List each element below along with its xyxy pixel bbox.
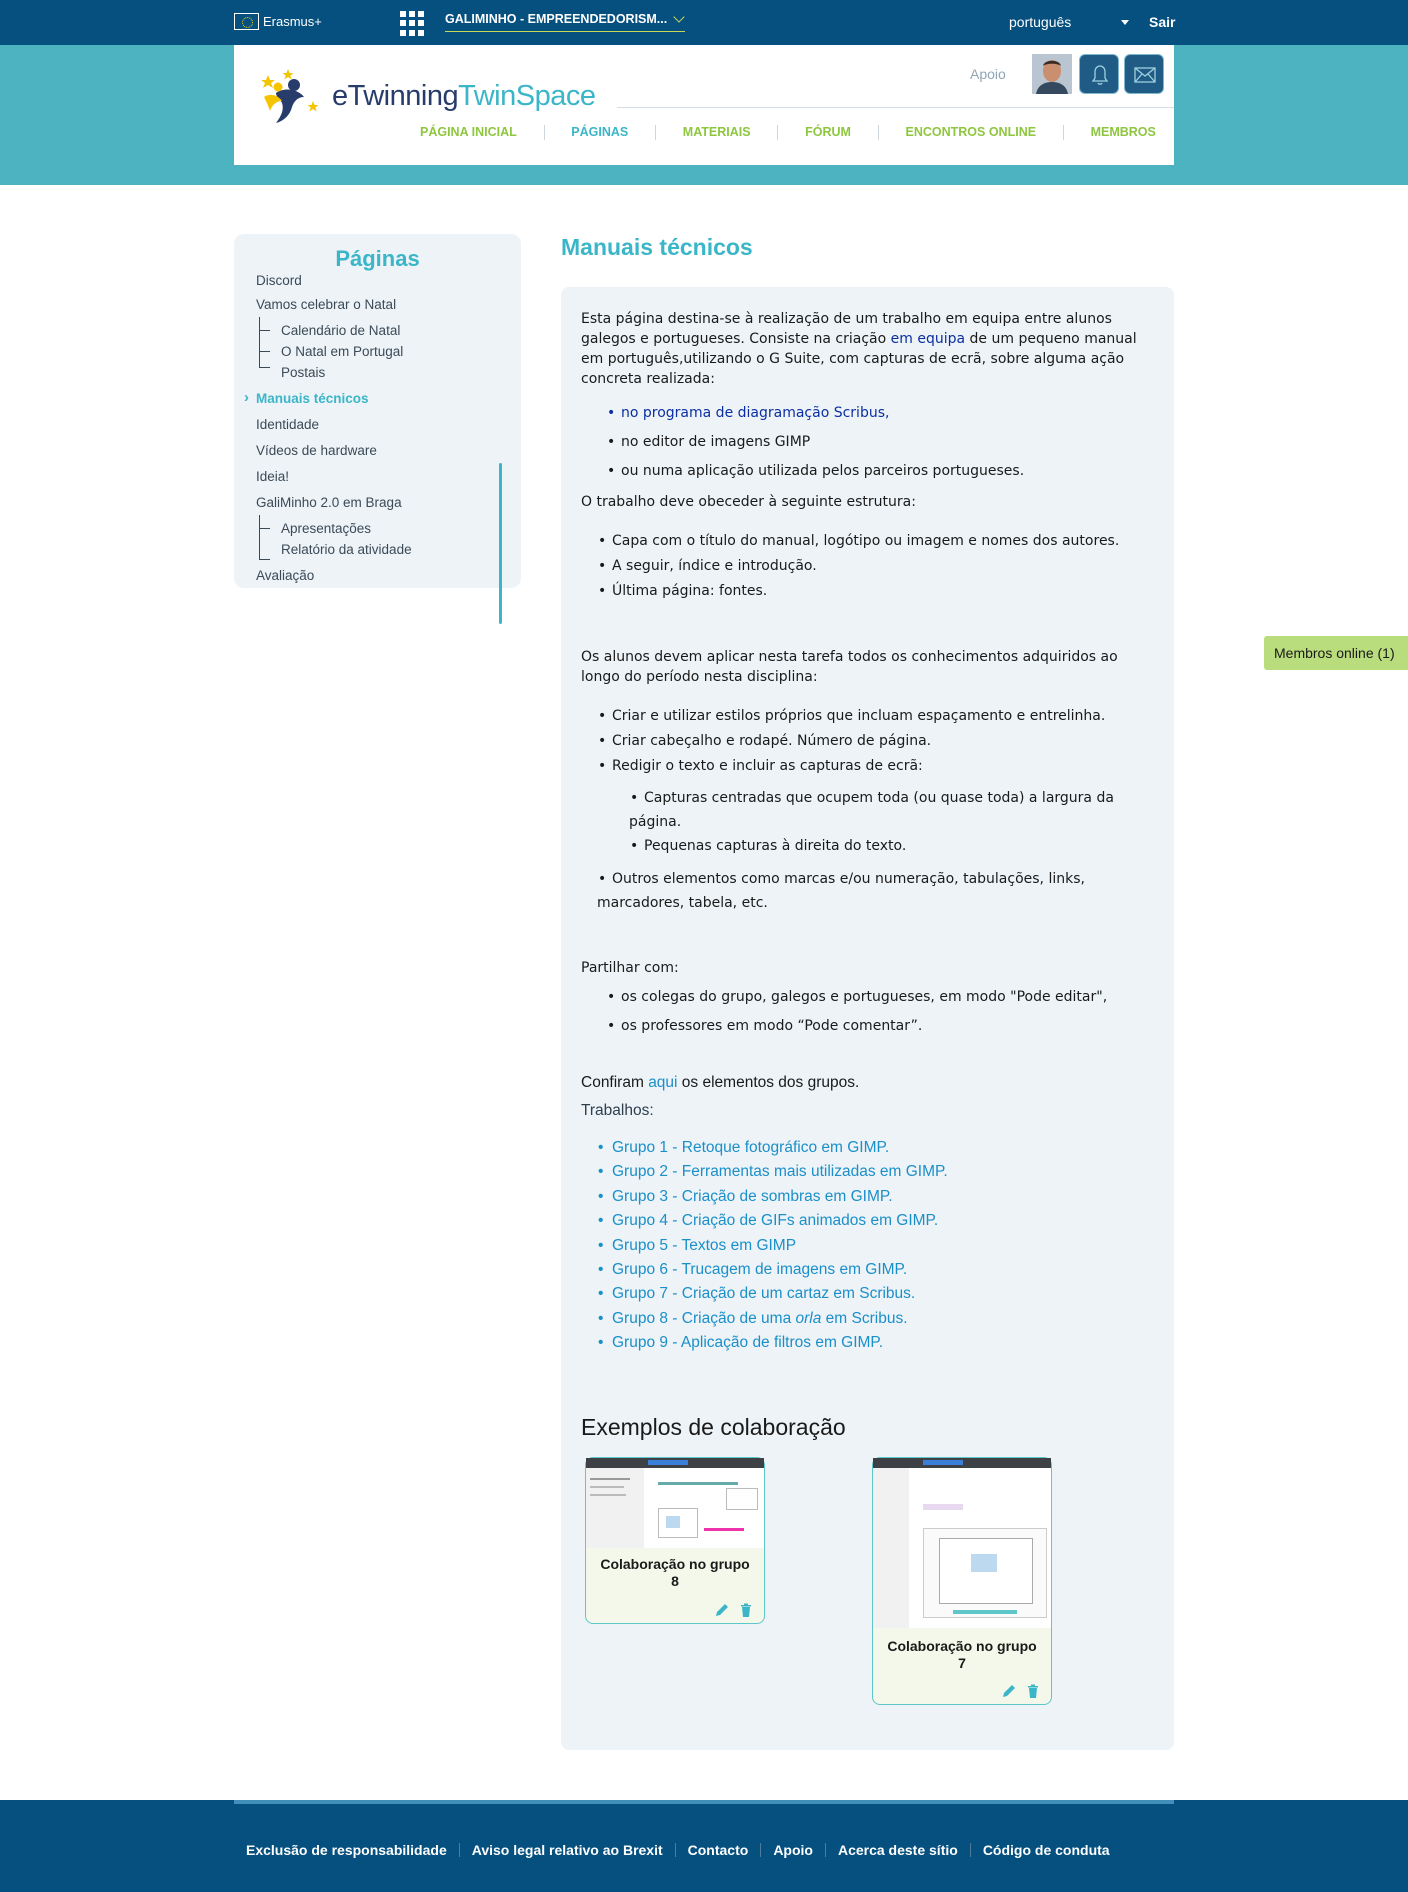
share-title: Partilhar com:: [581, 960, 679, 976]
examples-title: Exemplos de colaboração: [581, 1414, 846, 1440]
footer-links: [234, 1842, 1122, 1858]
sidebar-item-manuais[interactable]: › Manuais técnicos: [256, 391, 369, 406]
share-item: • os colegas do grupo, galegos e portugueses, em modo "Pode editar",: [621, 987, 1107, 1007]
work-link-grupo-4[interactable]: • Grupo 4 - Criação de GIFs animados em GIMP.: [612, 1211, 938, 1231]
sidebar-item-calendario[interactable]: Calendário de Natal: [281, 323, 401, 338]
work-link-grupo-1[interactable]: • Grupo 1 - Retoque fotográfico em GIMP.: [612, 1138, 889, 1158]
chevron-down-icon: [673, 11, 684, 22]
mail-icon: [1125, 55, 1165, 95]
project-selector[interactable]: [445, 12, 685, 32]
etwinning-logo[interactable]: [258, 67, 596, 127]
card-thumbnail: [586, 1458, 764, 1548]
pages-sidebar: [234, 234, 521, 588]
logout-link[interactable]: Sair: [1149, 14, 1176, 30]
tool-item-scribus[interactable]: • no programa de diagramação Scribus,: [621, 403, 889, 423]
tree-branch-tick: [259, 367, 270, 368]
subtask-item: • Capturas centradas que ocupem toda (ou quase toda) a largura da: [644, 788, 1114, 808]
sidebar-item-apresentacoes[interactable]: Apresentações: [281, 521, 372, 536]
share-item: • os professores em modo “Pode comentar”.: [621, 1016, 922, 1036]
project-name: GALIMINHO - EMPREENDEDORISM...: [445, 12, 668, 26]
messages-button[interactable]: [1124, 54, 1164, 94]
tree-branch-tick: [259, 351, 270, 352]
work-link-grupo-6[interactable]: • Grupo 6 - Trucagem de imagens em GIMP.: [612, 1260, 907, 1280]
work-link-grupo-2[interactable]: • Grupo 2 - Ferramentas mais utilizadas em GIMP.: [612, 1162, 948, 1182]
header: [234, 45, 1174, 165]
nav-forum[interactable]: FÓRUM: [805, 125, 851, 139]
nav-members[interactable]: MEMBROS: [1090, 125, 1156, 139]
em-equipa-link[interactable]: em equipa: [890, 331, 966, 347]
task-item-cont: marcadores, tabela, etc.: [597, 895, 768, 911]
tree-branch-line: [259, 515, 270, 559]
page-title: Manuais técnicos: [561, 234, 753, 260]
sidebar-item-galiminho[interactable]: GaliMinho 2.0 em Braga: [256, 495, 402, 510]
sidebar-item-natal[interactable]: Vamos celebrar o Natal: [256, 297, 397, 312]
tool-item: • no editor de imagens GIMP: [621, 432, 810, 452]
task-item: • Redigir o texto e incluir as capturas de ecrã:: [612, 756, 923, 776]
header-divider: [617, 107, 1174, 108]
eu-flag-icon: [234, 13, 259, 30]
intro-line-4: concreta realizada:: [581, 371, 715, 387]
example-card-group-7[interactable]: [872, 1457, 1052, 1705]
subtask-item: • Pequenas capturas à direita do texto.: [644, 836, 906, 856]
footer-link-about[interactable]: Acerca deste sítio: [837, 1842, 958, 1858]
work-link-grupo-7[interactable]: • Grupo 7 - Criação de um cartaz em Scribus.: [612, 1284, 915, 1304]
tree-branch-tick: [259, 528, 270, 529]
pencil-icon[interactable]: [714, 1602, 730, 1618]
intro-line-3: em português,utilizando o G Suite, com capturas de ecrã, sobre alguma ação: [581, 351, 1125, 367]
online-members-button[interactable]: Membros online (1): [1264, 636, 1408, 670]
nav-online-meetings[interactable]: ENCONTROS ONLINE: [905, 125, 1037, 139]
page-content: [561, 287, 1174, 1750]
card-thumbnail: [873, 1458, 1051, 1628]
footer-link-code-of-conduct[interactable]: Código de conduta: [982, 1842, 1110, 1858]
bell-icon: [1080, 55, 1120, 95]
tree-branch-tick: [259, 330, 270, 331]
page-tree[interactable]: [234, 273, 521, 588]
caret-down-icon: [1121, 20, 1129, 25]
card-caption: Colaboração no grupo 7: [887, 1638, 1037, 1671]
works-title: Trabalhos:: [581, 1102, 654, 1119]
sidebar-item-ideia[interactable]: Ideia!: [256, 469, 290, 484]
nav-home[interactable]: PÁGINA INICIAL: [420, 125, 517, 139]
tool-item: • ou numa aplicação utilizada pelos parceiros portugueses.: [621, 461, 1024, 481]
nav-separator: [777, 125, 778, 140]
task-item: • Outros elementos como marcas e/ou numeração, tabulações, links,: [612, 869, 1085, 889]
footer: [0, 1800, 1408, 1892]
pencil-icon[interactable]: [1001, 1683, 1017, 1699]
top-bar: [0, 0, 1408, 45]
knowledge-line-1: Os alunos devem aplicar nesta tarefa todos os conhecimentos adquiridos ao: [581, 649, 1118, 665]
task-item: • Criar cabeçalho e rodapé. Número de página.: [612, 731, 931, 751]
subtask-item-cont: página.: [629, 814, 682, 830]
intro-line-1: Esta página destina-se à realização de um trabalho em equipa entre alunos: [581, 311, 1112, 327]
groups-link[interactable]: aqui: [648, 1074, 678, 1091]
sidebar-item-videos[interactable]: Vídeos de hardware: [256, 443, 377, 458]
sidebar-item-identidade[interactable]: Identidade: [256, 417, 320, 432]
work-link-grupo-3[interactable]: • Grupo 3 - Criação de sombras em GIMP.: [612, 1187, 893, 1207]
tree-branch-line: [259, 317, 270, 367]
work-link-grupo-9[interactable]: • Grupo 9 - Aplicação de filtros em GIMP.: [612, 1333, 883, 1353]
nav-materials[interactable]: MATERIAIS: [682, 125, 751, 139]
work-link-grupo-5[interactable]: • Grupo 5 - Textos em GIMP: [612, 1236, 796, 1256]
footer-rule: [234, 1800, 1174, 1804]
nav-separator: [544, 125, 545, 140]
language-select[interactable]: [1009, 14, 1129, 30]
sidebar-item-discord[interactable]: Discord: [256, 273, 302, 288]
footer-link-brexit[interactable]: Aviso legal relativo ao Brexit: [471, 1842, 663, 1858]
sidebar-item-postais[interactable]: Postais: [281, 365, 326, 380]
work-link-grupo-8[interactable]: • Grupo 8 - Criação de uma orla em Scribus.: [612, 1309, 908, 1329]
footer-link-contact[interactable]: Contacto: [687, 1842, 749, 1858]
erasmus-label: Erasmus+: [263, 14, 322, 29]
language-value: português: [1009, 14, 1072, 30]
user-photo: [1032, 54, 1072, 94]
structure-item: • Última página: fontes.: [612, 581, 767, 601]
sidebar-title: Páginas: [335, 246, 420, 271]
card-caption: Colaboração no grupo 8: [600, 1556, 750, 1589]
nav-pages[interactable]: PÁGINAS: [571, 125, 629, 139]
sidebar-item-natal-portugal[interactable]: O Natal em Portugal: [281, 344, 404, 359]
trash-icon[interactable]: [1025, 1683, 1041, 1699]
logo-text: eTwinningTwinSpace: [332, 80, 596, 112]
card-actions: [1001, 1683, 1041, 1699]
support-link[interactable]: Apoio: [970, 66, 1006, 82]
nav-separator: [1063, 125, 1064, 140]
knowledge-line-2: longo do período nesta disciplina:: [581, 669, 818, 685]
footer-link-support[interactable]: Apoio: [773, 1842, 813, 1858]
sidebar-item-relatorio[interactable]: Relatório da atividade: [281, 542, 412, 557]
task-item: • Criar e utilizar estilos próprios que incluam espaçamento e entrelinha.: [612, 706, 1105, 726]
confirm-line: Confiram aqui os elementos dos grupos.: [581, 1074, 860, 1091]
intro-line-2: galegos e portugueses. Consiste na criação em equipa de um pequeno manual: [581, 331, 1137, 347]
tree-branch-tick: [259, 559, 270, 560]
stars-figures-icon: [258, 67, 330, 127]
card-actions: [714, 1602, 754, 1618]
main-nav: [408, 125, 1168, 140]
example-card-group-8[interactable]: [585, 1457, 765, 1624]
nav-separator: [655, 125, 656, 140]
structure-item: • A seguir, índice e introdução.: [612, 556, 817, 576]
erasmus-logo[interactable]: [234, 13, 322, 30]
avatar[interactable]: [1032, 54, 1072, 94]
footer-link-disclaimer[interactable]: Exclusão de responsabilidade: [246, 1842, 447, 1858]
sidebar-scrollbar[interactable]: [499, 463, 502, 624]
notifications-button[interactable]: [1079, 54, 1119, 94]
trash-icon[interactable]: [738, 1602, 754, 1618]
structure-item: • Capa com o título do manual, logótipo ou imagem e nomes dos autores.: [612, 531, 1119, 551]
apps-grid-icon[interactable]: [400, 11, 425, 36]
sidebar-item-avaliacao[interactable]: Avaliação: [256, 568, 315, 583]
nav-separator: [878, 125, 879, 140]
structure-title: O trabalho deve obeceder à seguinte estrutura:: [581, 494, 916, 510]
